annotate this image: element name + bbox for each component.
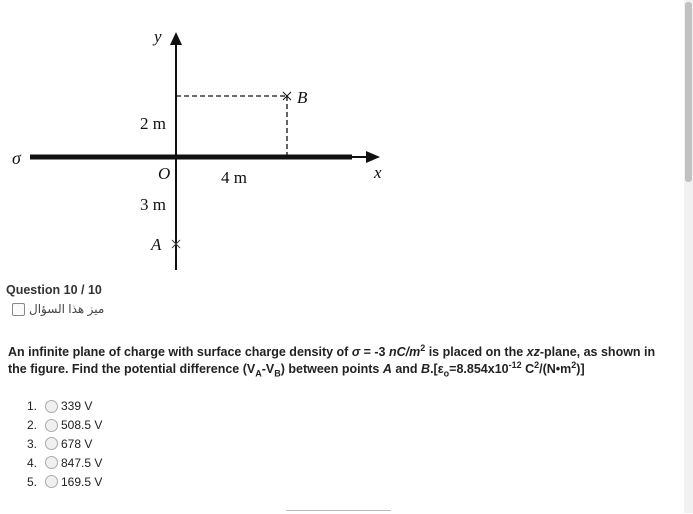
answer-option[interactable]	[22, 453, 102, 472]
x-axis-label: x	[374, 163, 382, 182]
answer-radio[interactable]	[45, 475, 58, 488]
answer-options	[22, 397, 102, 491]
point-b-label: B	[297, 88, 308, 107]
x-axis-arrow	[366, 151, 380, 163]
answer-number: 5.	[27, 474, 38, 489]
answer-number: 1.	[27, 399, 38, 414]
y-axis-label: y	[154, 27, 162, 46]
answer-radio[interactable]	[45, 456, 58, 469]
answer-label[interactable]: 169.5 V	[61, 474, 103, 489]
answer-label[interactable]: 339 V	[61, 399, 93, 414]
answer-number: 3.	[27, 436, 38, 451]
dimension-3m-label: 3 m	[140, 195, 166, 214]
answer-option[interactable]	[22, 416, 102, 435]
answer-label[interactable]: 847.5 V	[61, 455, 103, 470]
answer-number: 2.	[27, 418, 38, 433]
dimension-2m-label: 2 m	[140, 114, 166, 133]
y-axis-arrow	[170, 32, 182, 45]
answer-radio[interactable]	[45, 419, 58, 432]
point-a-label: A	[151, 235, 162, 254]
answer-option[interactable]	[22, 472, 102, 491]
answer-option[interactable]	[22, 435, 102, 454]
answer-label[interactable]: 508.5 V	[61, 418, 103, 433]
question-text: An infinite plane of charge with surface charge density of σ = -3 $nC/m^2$ is placed on the xz-plane, as shown in the figure. Find the potential difference $(V_A-V_B)$ between points A and $B.[\varepsilon_o=8.854x10^{-12}$ $C^2/(N•m^2)$]	[8, 342, 656, 379]
answer-radio[interactable]	[45, 400, 58, 413]
answer-radio[interactable]	[45, 437, 58, 450]
flag-question-row[interactable]	[12, 302, 104, 316]
answer-number: 4.	[27, 455, 38, 470]
answer-option[interactable]	[22, 397, 102, 416]
answer-label[interactable]: 678 V	[61, 436, 93, 451]
flag-question-label[interactable]: ميز هذا السؤال	[29, 302, 105, 316]
bottom-divider	[286, 510, 391, 514]
scrollbar-thumb[interactable]	[685, 2, 692, 182]
dimension-4m-label: 4 m	[221, 168, 247, 187]
sigma-label: σ	[12, 148, 21, 168]
flag-question-checkbox[interactable]	[12, 303, 25, 316]
origin-label: O	[158, 164, 171, 183]
question-number: Question 10 / 10	[6, 283, 102, 297]
vertical-scrollbar[interactable]	[684, 0, 693, 513]
